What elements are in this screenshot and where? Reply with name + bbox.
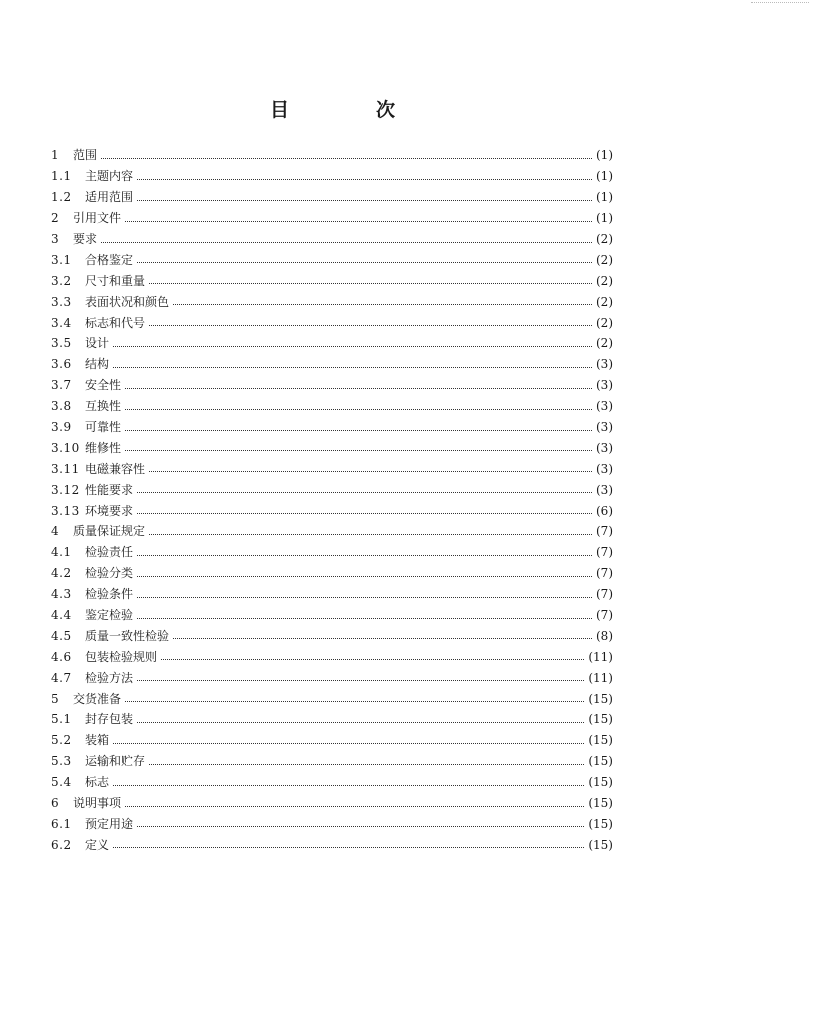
toc-entry-title: 尺寸和重量 — [85, 273, 146, 288]
toc-entry — [51, 709, 613, 730]
toc-entry — [51, 208, 613, 229]
toc-entry-title: 检验条件 — [85, 587, 134, 602]
toc-entry-title: 互换性 — [85, 399, 122, 414]
toc-dot-leader — [137, 262, 592, 263]
toc-entry-page: (7) — [596, 545, 613, 560]
toc-entry-number: 3.9 — [51, 420, 72, 435]
toc-dot-leader — [113, 785, 584, 786]
toc-entry-number: 3.12 — [51, 482, 80, 497]
toc-entry-page: (1) — [596, 211, 613, 226]
toc-entry-number: 4.1 — [51, 545, 72, 560]
toc-entry — [51, 563, 613, 584]
toc-dot-leader — [125, 409, 592, 410]
toc-entry-title: 检验责任 — [85, 545, 134, 560]
toc-entry-number: 3.7 — [51, 378, 72, 393]
toc-dot-leader — [125, 388, 592, 389]
toc-entry — [51, 312, 613, 333]
toc-entry-title: 鉴定检验 — [85, 608, 134, 623]
title-char-right: 次 — [376, 99, 396, 121]
toc-entry-number: 3.8 — [51, 399, 72, 414]
toc-entry-number: 5.4 — [51, 775, 72, 790]
toc-entry-title: 质量一致性检验 — [85, 628, 170, 643]
toc-entry-number: 4.3 — [51, 587, 72, 602]
toc-dot-leader — [149, 471, 592, 472]
scan-header-mark — [751, 2, 809, 6]
toc-entry-page: (6) — [596, 503, 613, 518]
toc-entry — [51, 772, 613, 793]
toc-entry — [51, 730, 613, 751]
toc-entry-title: 标志和代号 — [85, 315, 146, 330]
toc-entry-number: 3.5 — [51, 336, 72, 351]
toc-dot-leader — [149, 283, 592, 284]
toc-entry-title: 可靠性 — [85, 420, 122, 435]
toc-entry-number: 5.1 — [51, 712, 72, 727]
toc-entry-title: 定义 — [85, 837, 110, 852]
toc-entry — [51, 333, 613, 354]
toc-entry — [51, 834, 613, 855]
toc-entry-page: (2) — [596, 252, 613, 267]
toc-entry-title: 合格鉴定 — [85, 252, 134, 267]
toc-entry-title: 电磁兼容性 — [85, 461, 146, 476]
toc-entry-title: 包装检验规则 — [85, 649, 158, 664]
toc-entry-title: 标志 — [85, 775, 110, 790]
toc-entry-number: 4 — [51, 524, 60, 539]
toc-entry-title: 范围 — [73, 148, 98, 163]
toc-dot-leader — [137, 722, 584, 723]
toc-dot-leader — [137, 200, 592, 201]
toc-entry-page: (1) — [596, 190, 613, 205]
toc-entry-title: 要求 — [73, 232, 98, 246]
toc-dot-leader — [149, 534, 592, 535]
toc-entry — [51, 249, 613, 270]
toc-entry — [51, 458, 613, 479]
toc-entry — [51, 625, 613, 646]
toc-entry-title: 性能要求 — [85, 482, 134, 497]
toc-dot-leader — [125, 221, 592, 222]
toc-dot-leader — [125, 450, 592, 451]
toc-dot-leader — [101, 158, 592, 159]
toc-entry-title: 维修性 — [85, 440, 122, 455]
toc-entry-number: 1 — [51, 148, 60, 163]
toc-entry-number: 6.1 — [51, 816, 72, 831]
toc-entry-title: 设计 — [85, 336, 110, 351]
toc-entry — [51, 814, 613, 835]
toc-entry — [51, 229, 613, 250]
toc-entry-page: (3) — [596, 378, 613, 393]
toc-entry-page: (2) — [596, 273, 613, 288]
toc-entry-number: 5.3 — [51, 754, 72, 769]
toc-entry-page: (3) — [596, 461, 613, 476]
toc-entry-page: (8) — [596, 628, 613, 643]
toc-dot-leader — [137, 576, 592, 577]
title-char-left: 目 — [270, 99, 290, 121]
toc-entry-number: 4.4 — [51, 608, 72, 623]
toc-entry-number: 3.11 — [51, 461, 80, 476]
toc-entry-page: (7) — [596, 608, 613, 623]
toc-entry — [51, 166, 613, 187]
toc-entry-number: 4.6 — [51, 649, 72, 664]
toc-entry-number: 3.10 — [51, 440, 80, 455]
toc-dot-leader — [137, 492, 592, 493]
toc-entry-page: (15) — [588, 733, 613, 748]
toc-entry — [51, 605, 613, 626]
toc-entry-number: 4.2 — [51, 566, 72, 581]
toc-entry-page: (15) — [588, 796, 613, 811]
toc-entry-page: (15) — [588, 691, 613, 706]
toc-entry — [51, 479, 613, 500]
toc-entry-page: (2) — [596, 336, 613, 351]
toc-entry-page: (15) — [588, 712, 613, 727]
toc-entry-page: (3) — [596, 440, 613, 455]
toc-entry-title: 说明事项 — [73, 796, 122, 811]
toc-entry — [51, 437, 613, 458]
toc-dot-leader — [137, 555, 592, 556]
toc-entry-title: 表面状况和颜色 — [85, 294, 170, 309]
toc-entry-page: (15) — [588, 775, 613, 790]
toc-entry-title: 引用文件 — [73, 211, 122, 226]
toc-entry-title: 装箱 — [85, 733, 110, 748]
toc-dot-leader — [113, 367, 592, 368]
toc-entry-page: (2) — [596, 232, 613, 246]
toc-entry-number: 5.2 — [51, 733, 72, 748]
toc-entry — [51, 187, 613, 208]
toc-entry-number: 3.13 — [51, 503, 80, 518]
toc-entry-page: (11) — [588, 649, 613, 664]
toc-entry-page: (1) — [596, 169, 613, 184]
toc-entry — [51, 375, 613, 396]
toc-entry — [51, 145, 613, 166]
toc-entry — [51, 584, 613, 605]
toc-entry-page: (3) — [596, 399, 613, 414]
toc-entry-title: 结构 — [85, 357, 110, 372]
toc-entry — [51, 688, 613, 709]
toc-entry — [51, 417, 613, 438]
toc-entry-page: (15) — [588, 754, 613, 769]
toc-entry-title: 检验分类 — [85, 566, 134, 581]
toc-dot-leader — [161, 659, 584, 660]
toc-entry-title: 质量保证规定 — [73, 524, 146, 539]
toc-dot-leader — [137, 513, 592, 514]
toc-dot-leader — [149, 764, 584, 765]
toc-entry-page: (7) — [596, 587, 613, 602]
toc-entry — [51, 751, 613, 772]
toc-entry-number: 3.2 — [51, 273, 72, 288]
toc-entry-page: (3) — [596, 420, 613, 435]
toc-entry-title: 检验方法 — [85, 670, 134, 685]
toc-entry-title: 运输和贮存 — [85, 754, 146, 769]
toc-dot-leader — [173, 638, 592, 639]
toc-entry-number: 4.7 — [51, 670, 72, 685]
toc-entry-title: 主题内容 — [85, 169, 134, 184]
toc-entry-number: 3.6 — [51, 357, 72, 372]
toc-entry-title: 适用范围 — [85, 190, 134, 205]
toc-entry-number: 6.2 — [51, 837, 72, 852]
toc-entry — [51, 270, 613, 291]
toc-dot-leader — [113, 847, 584, 848]
toc-dot-leader — [113, 743, 584, 744]
page-title — [0, 95, 815, 121]
toc-entry-title: 环境要求 — [85, 503, 134, 518]
toc-entry-number: 1.1 — [51, 169, 72, 184]
toc-entry-number: 2 — [51, 211, 60, 226]
toc-entry-number: 3.4 — [51, 315, 72, 330]
toc-entry — [51, 500, 613, 521]
toc-entry-page: (11) — [588, 670, 613, 685]
toc-entry — [51, 291, 613, 312]
toc-entry-number: 3 — [51, 232, 60, 246]
toc-dot-leader — [113, 346, 592, 347]
toc-entry-page: (2) — [596, 315, 613, 330]
toc-dot-leader — [125, 806, 584, 807]
toc-dot-leader — [125, 701, 584, 702]
toc-entry — [51, 396, 613, 417]
toc-entry — [51, 793, 613, 814]
toc-entry-page: (15) — [588, 837, 613, 852]
table-of-contents — [51, 145, 613, 855]
toc-entry — [51, 646, 613, 667]
toc-entry-number: 5 — [51, 691, 60, 706]
toc-entry-number: 6 — [51, 796, 60, 811]
toc-entry-number: 3.1 — [51, 252, 72, 267]
toc-entry-title: 封存包装 — [85, 712, 134, 727]
toc-entry — [51, 521, 613, 542]
toc-entry-page: (3) — [596, 357, 613, 372]
toc-dot-leader — [137, 597, 592, 598]
toc-entry-number: 1.2 — [51, 190, 72, 205]
toc-entry-page: (1) — [596, 148, 613, 163]
toc-entry-title: 预定用途 — [85, 816, 134, 831]
toc-dot-leader — [173, 304, 592, 305]
toc-dot-leader — [101, 242, 592, 243]
toc-entry-title: 安全性 — [85, 378, 122, 393]
toc-entry-number: 4.5 — [51, 628, 72, 643]
toc-dot-leader — [149, 325, 592, 326]
toc-entry — [51, 542, 613, 563]
toc-entry-title: 交货准备 — [73, 691, 122, 706]
toc-entry-number: 3.3 — [51, 294, 72, 309]
toc-dot-leader — [137, 179, 592, 180]
toc-entry — [51, 667, 613, 688]
toc-dot-leader — [125, 430, 592, 431]
toc-dot-leader — [137, 826, 584, 827]
toc-entry-page: (15) — [588, 816, 613, 831]
toc-entry — [51, 354, 613, 375]
toc-entry-page: (3) — [596, 482, 613, 497]
toc-dot-leader — [137, 680, 584, 681]
toc-entry-page: (7) — [596, 524, 613, 539]
toc-entry-page: (2) — [596, 294, 613, 309]
toc-entry-page: (7) — [596, 566, 613, 581]
toc-dot-leader — [137, 618, 592, 619]
